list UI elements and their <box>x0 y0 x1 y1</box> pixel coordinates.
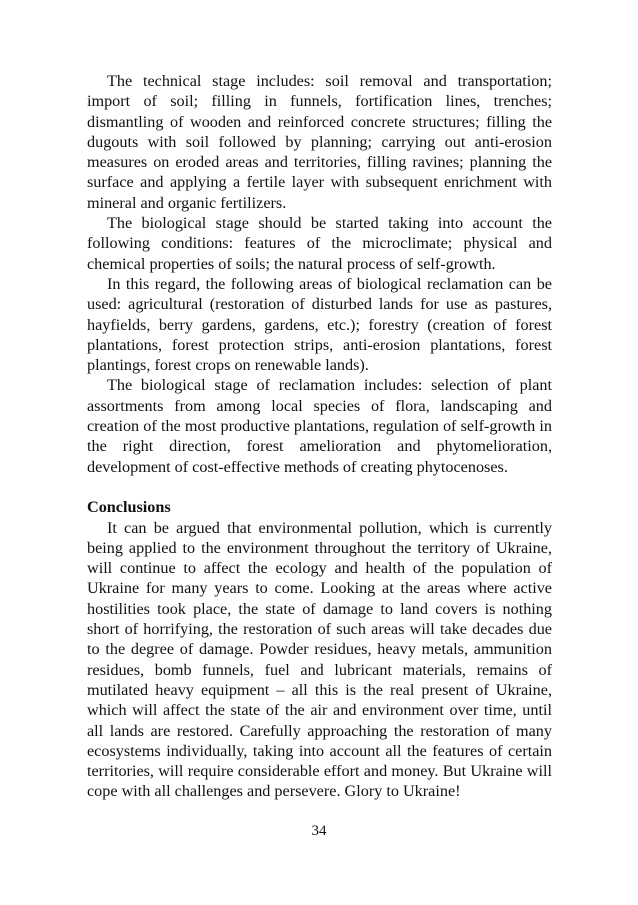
paragraph-biological-stage-conditions: The biological stage should be started taking into account the following conditions: features of the microclimate; physical and chemical properties of soils; the natural process of self-growth. <box>87 214 552 273</box>
paragraph-reclamation-areas: In this regard, the following areas of biological reclamation can be used: agricultural (restoration of disturbed lands for use as pastures, hayfields, berry gardens, gardens, etc.); forestry (creation of forest plantations, forest protection strips, anti-erosion plantations, forest plantings, forest crops on renewable lands). <box>87 274 552 375</box>
section-spacer <box>87 477 552 497</box>
paragraph-conclusions: It can be argued that environmental pollution, which is currently being applied to the environment throughout the territory of Ukraine, will continue to affect the ecology and health of the population of Ukraine for many years to come. Looking at the areas where active hostilities took place, the state of damage to land covers is nothing short of horrifying, the restoration of such areas will take decades due to the degree of damage. Powder residues, heavy metals, ammunition residues, bomb funnels, fuel and lubricant materials, remains of mutilated heavy equipment – all this is the real present of Ukraine, which will affect the state of the air and environment over time, until all lands are restored. Carefully approaching the restoration of many ecosystems individually, taking into account all the features of certain territories, will require considerable effort and money. But Ukraine will cope with all challenges and persevere. Glory to Ukraine! <box>87 518 552 801</box>
page-content <box>87 71 552 802</box>
paragraph-technical-stage: The technical stage includes: soil removal and transportation; import of soil; filling in funnels, fortification lines, trenches; dismantling of wooden and reinforced concrete structures; filling the dugouts with soil followed by planning; carrying out anti-erosion measures on eroded areas and territories, filling ravines; planning the surface and applying a fertile layer with subsequent enrichment with mineral and organic fertilizers. <box>87 72 552 212</box>
conclusions-heading: Conclusions <box>87 498 171 517</box>
page-number: 34 <box>311 823 327 839</box>
paragraph-biological-stage-includes: The biological stage of reclamation includes: selection of plant assortments from among local species of flora, landscaping and creation of the most productive plantations, regulation of self-growth in the right direction, forest amelioration and phytomelioration, development of cost-effective methods of creating phytocenoses. <box>87 376 552 476</box>
